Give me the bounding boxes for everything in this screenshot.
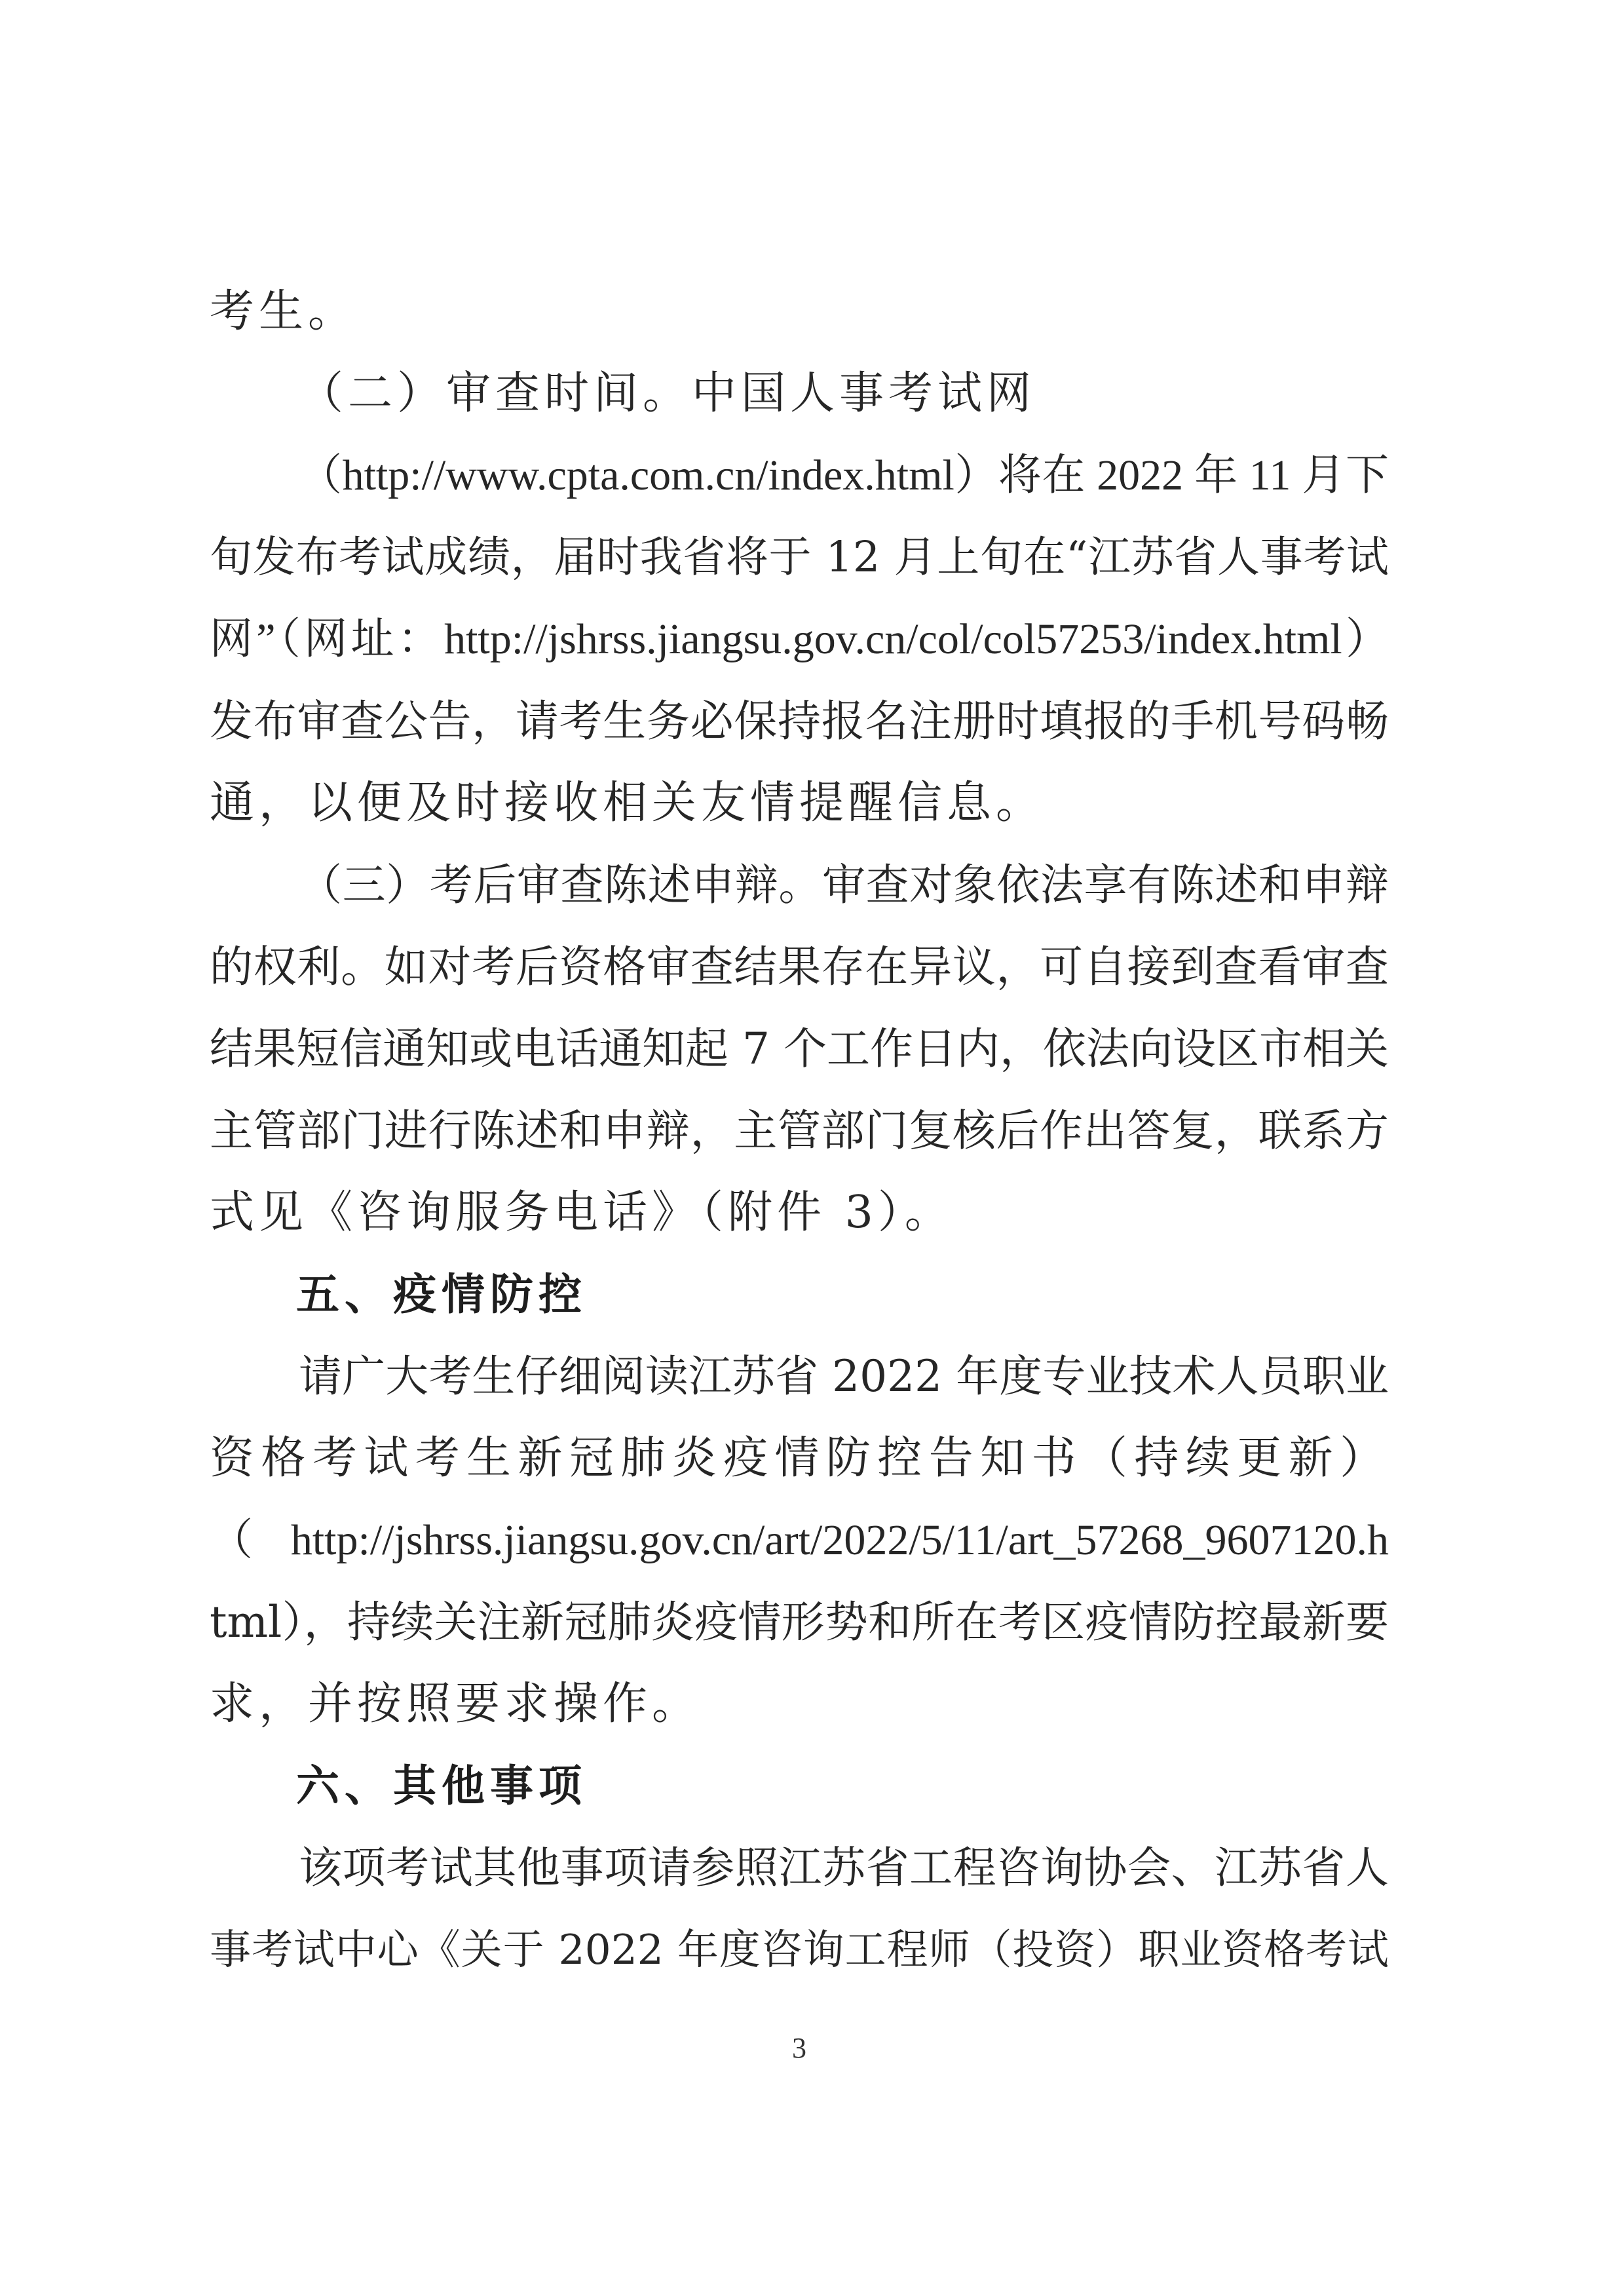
text-line-11: 主管部门进行陈述和申辩，主管部门复核后作出答复，联系方 [210, 1105, 1389, 1156]
section-heading-epidemic-control: 五、疫情防控 [296, 1269, 587, 1320]
subsection-3-title: （三）考后审查陈述申辩。审查对象依法享有陈述和申辩 [299, 860, 1389, 910]
text-line-18: 求，并按照要求操作。 [210, 1678, 702, 1730]
text-line-5: 网”（网址：http://jshrss.jiangsu.gov.cn/col/col57253/index.html） [210, 615, 1389, 663]
text-line-21: 事考试中心《关于 2022 年度咨询工程师（投资）职业资格考试 [210, 1926, 1389, 1974]
text-line-1: 考生。 [210, 286, 358, 337]
text-line-3: （http://www.cpta.com.cn/index.html）将在 2022 年 11 月下 [299, 451, 1389, 499]
page-number: 3 [792, 2032, 806, 2064]
text-line-17: tml），持续关注新冠肺炎疫情形势和所在考区疫情防控最新要 [210, 1597, 1389, 1647]
text-line-20: 该项考试其他事项请参照江苏省工程咨询协会、江苏省人 [299, 1843, 1389, 1893]
text-line-6: 发布审查公告，请考生务必保持报名注册时填报的手机号码畅 [210, 696, 1389, 746]
text-line-12: 式见《咨询服务电话》（附件 3）。 [210, 1187, 954, 1238]
text-line-10: 结果短信通知或电话通知起 7 个工作日内，依法向设区市相关 [210, 1024, 1389, 1074]
text-line-16: （http://jshrss.jiangsu.gov.cn/art/2022/5/11/art_57268_9607120.h [210, 1516, 1389, 1564]
text-line-7: 通，以便及时接收相关友情提醒信息。 [210, 777, 1046, 829]
text-line-4: 旬发布考试成绩，届时我省将于 12 月上旬在“江苏省人事考试 [210, 533, 1389, 582]
text-line-9: 的权利。如对考后资格审查结果存在异议，可自接到查看审查 [210, 942, 1389, 992]
subsection-2-title: （二）审查时间。中国人事考试网 [299, 368, 1036, 419]
text-line-14: 请广大考生仔细阅读江苏省 2022 年度专业技术人员职业 [299, 1351, 1389, 1402]
section-heading-other-matters: 六、其他事项 [296, 1761, 587, 1811]
text-line-15: 资格考试考生新冠肺炎疫情防控告知书（持续更新） [210, 1432, 1389, 1484]
